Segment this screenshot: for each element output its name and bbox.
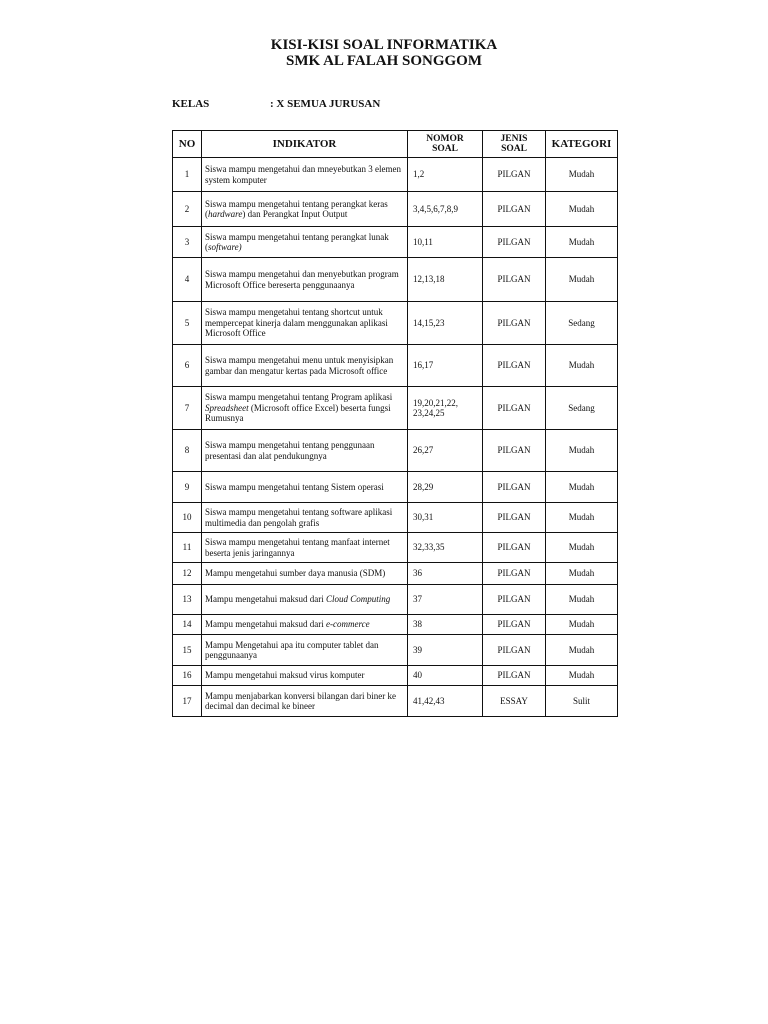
table-row [173, 563, 618, 585]
cell-kategori: Mudah [546, 503, 618, 533]
cell-kategori: Mudah [546, 472, 618, 503]
cell-jenis-soal: ESSAY [483, 686, 546, 717]
cell-nomor-soal: 16,17 [408, 345, 483, 387]
cell-indikator: Siswa mampu mengetahui dan mneyebutkan 3 elemen system komputer [202, 158, 408, 192]
cell-jenis-soal: PILGAN [483, 533, 546, 563]
cell-nomor-soal: 14,15,23 [408, 302, 483, 345]
cell-indikator: Siswa mampu mengetahui tentang Sistem operasi [202, 472, 408, 503]
cell-indikator: Mampu menjabarkan konversi bilangan dari biner ke decimal dan decimal ke bineer [202, 686, 408, 717]
cell-kategori: Mudah [546, 430, 618, 472]
cell-nomor-soal: 1,2 [408, 158, 483, 192]
kelas-value: : X SEMUA JURUSAN [270, 98, 381, 110]
table-row [173, 430, 618, 472]
cell-indikator: Siswa mampu mengetahui tentang software aplikasi multimedia dan pengolah grafis [202, 503, 408, 533]
cell-nomor-soal: 32,33,35 [408, 533, 483, 563]
cell-kategori: Mudah [546, 635, 618, 666]
header-jenis-soal [483, 131, 546, 158]
cell-indikator: Siswa mampu mengetahui tentang penggunaan presentasi dan alat pendukungnya [202, 430, 408, 472]
header-no: NO [173, 131, 202, 158]
cell-jenis-soal: PILGAN [483, 585, 546, 615]
indikator-italic-term: Cloud Computing [325, 594, 391, 605]
cell-jenis-soal: PILGAN [483, 635, 546, 666]
cell-kategori: Mudah [546, 615, 618, 635]
cell-indikator: Mampu Mengetahui apa itu computer tablet dan penggunaanya [202, 635, 408, 666]
indikator-text-end: (Microsoft office Excel) beserta fungsi Rumusnya [205, 402, 391, 424]
cell-indikator [202, 227, 408, 258]
cell-kategori: Mudah [546, 227, 618, 258]
cell-kategori: Sulit [546, 686, 618, 717]
cell-kategori: Mudah [546, 666, 618, 686]
cell-jenis-soal: PILGAN [483, 345, 546, 387]
cell-jenis-soal: PILGAN [483, 258, 546, 302]
table-row [173, 666, 618, 686]
table-row [173, 227, 618, 258]
cell-indikator: Siswa mampu mengetahui tentang manfaat internet beserta jenis jaringannya [202, 533, 408, 563]
cell-no: 3 [173, 227, 202, 258]
cell-jenis-soal: PILGAN [483, 227, 546, 258]
cell-indikator [202, 615, 408, 635]
cell-indikator: Mampu mengetahui maksud virus komputer [202, 666, 408, 686]
school-name: SMK AL FALAH SONGGOM [286, 53, 482, 69]
indikator-italic-term: software) [208, 242, 242, 252]
cell-kategori: Mudah [546, 585, 618, 615]
cell-no: 14 [173, 615, 202, 635]
cell-kategori: Sedang [546, 387, 618, 430]
table-row [173, 258, 618, 302]
cell-kategori: Mudah [546, 192, 618, 227]
cell-jenis-soal: PILGAN [483, 302, 546, 345]
cell-kategori: Mudah [546, 158, 618, 192]
indikator-text: Siswa mampu mengetahui tentang perangkat keras ( [205, 198, 388, 219]
cell-indikator [202, 387, 408, 430]
cell-nomor-soal: 30,31 [408, 503, 483, 533]
table-row [173, 472, 618, 503]
table-row [173, 302, 618, 345]
table-row [173, 533, 618, 563]
indikator-text-end: ) dan Perangkat Input Output [242, 209, 348, 219]
cell-jenis-soal: PILGAN [483, 615, 546, 635]
cell-indikator [202, 192, 408, 227]
table-row [173, 615, 618, 635]
cell-jenis-soal: PILGAN [483, 158, 546, 192]
cell-nomor-soal: 36 [408, 563, 483, 585]
header-kategori: KATEGORI [546, 131, 618, 158]
cell-nomor-soal: 19,20,21,22, 23,24,25 [408, 387, 483, 430]
cell-nomor-soal: 37 [408, 585, 483, 615]
cell-no: 17 [173, 686, 202, 717]
cell-nomor-soal: 28,29 [408, 472, 483, 503]
table-row [173, 387, 618, 430]
table-row [173, 345, 618, 387]
cell-no: 10 [173, 503, 202, 533]
cell-kategori: Mudah [546, 345, 618, 387]
indikator-italic-term: hardware [208, 209, 243, 219]
cell-no: 12 [173, 563, 202, 585]
cell-nomor-soal: 26,27 [408, 430, 483, 472]
cell-jenis-soal: PILGAN [483, 387, 546, 430]
cell-no: 1 [173, 158, 202, 192]
header-nomor-soal-line2: SOAL [432, 144, 458, 154]
kisi-kisi-table [172, 130, 618, 717]
indikator-italic-term: e-commerce [325, 619, 370, 630]
cell-jenis-soal: PILGAN [483, 503, 546, 533]
cell-jenis-soal: PILGAN [483, 666, 546, 686]
indikator-text: Siswa mampu mengetahui tentang perangkat lunak ( [205, 231, 389, 252]
cell-no: 13 [173, 585, 202, 615]
document-title: KISI-KISI SOAL INFORMATIKA [270, 37, 498, 53]
header-jenis-soal-line2: SOAL [501, 144, 527, 154]
cell-kategori: Sedang [546, 302, 618, 345]
cell-indikator [202, 585, 408, 615]
cell-nomor-soal: 40 [408, 666, 483, 686]
kelas-label: KELAS [172, 98, 210, 110]
cell-no: 2 [173, 192, 202, 227]
header-jenis-soal-line1: JENIS [500, 134, 528, 144]
cell-jenis-soal: PILGAN [483, 472, 546, 503]
cell-indikator: Siswa mampu mengetahui dan menyebutkan program Microsoft Office bereserta penggunaanya [202, 258, 408, 302]
cell-nomor-soal: 38 [408, 615, 483, 635]
cell-no: 16 [173, 666, 202, 686]
header-nomor-soal-line1: NOMOR [426, 134, 464, 144]
table-row [173, 686, 618, 717]
indikator-italic-term: Spreadsheet [205, 402, 249, 413]
indikator-text: Mampu mengetahui maksud dari [205, 594, 326, 605]
table-row [173, 585, 618, 615]
table-row [173, 192, 618, 227]
cell-indikator: Siswa mampu mengetahui tentang shortcut untuk mempercepat kinerja dalam menggunakan aplikasi Microsoft Office [202, 302, 408, 345]
table-row [173, 635, 618, 666]
table-row [173, 503, 618, 533]
cell-no: 7 [173, 387, 202, 430]
cell-no: 5 [173, 302, 202, 345]
cell-kategori: Mudah [546, 258, 618, 302]
cell-nomor-soal: 10,11 [408, 227, 483, 258]
cell-nomor-soal: 3,4,5,6,7,8,9 [408, 192, 483, 227]
cell-nomor-soal: 12,13,18 [408, 258, 483, 302]
cell-indikator: Siswa mampu mengetahui menu untuk menyisipkan gambar dan mengatur kertas pada Microsoft office [202, 345, 408, 387]
cell-jenis-soal: PILGAN [483, 192, 546, 227]
cell-kategori: Mudah [546, 563, 618, 585]
cell-nomor-soal: 39 [408, 635, 483, 666]
cell-no: 8 [173, 430, 202, 472]
indikator-text: Siswa mampu mengetahui tentang Program aplikasi [205, 392, 393, 403]
cell-no: 15 [173, 635, 202, 666]
header-indikator: INDIKATOR [202, 131, 408, 158]
cell-kategori: Mudah [546, 533, 618, 563]
cell-jenis-soal: PILGAN [483, 563, 546, 585]
cell-no: 6 [173, 345, 202, 387]
table-header-row [173, 131, 618, 158]
cell-indikator: Mampu mengetahui sumber daya manusia (SDM) [202, 563, 408, 585]
indikator-text: Mampu mengetahui maksud dari [205, 619, 326, 630]
cell-no: 9 [173, 472, 202, 503]
header-nomor-soal [408, 131, 483, 158]
cell-no: 11 [173, 533, 202, 563]
cell-jenis-soal: PILGAN [483, 430, 546, 472]
cell-nomor-soal: 41,42,43 [408, 686, 483, 717]
table-row [173, 158, 618, 192]
cell-no: 4 [173, 258, 202, 302]
